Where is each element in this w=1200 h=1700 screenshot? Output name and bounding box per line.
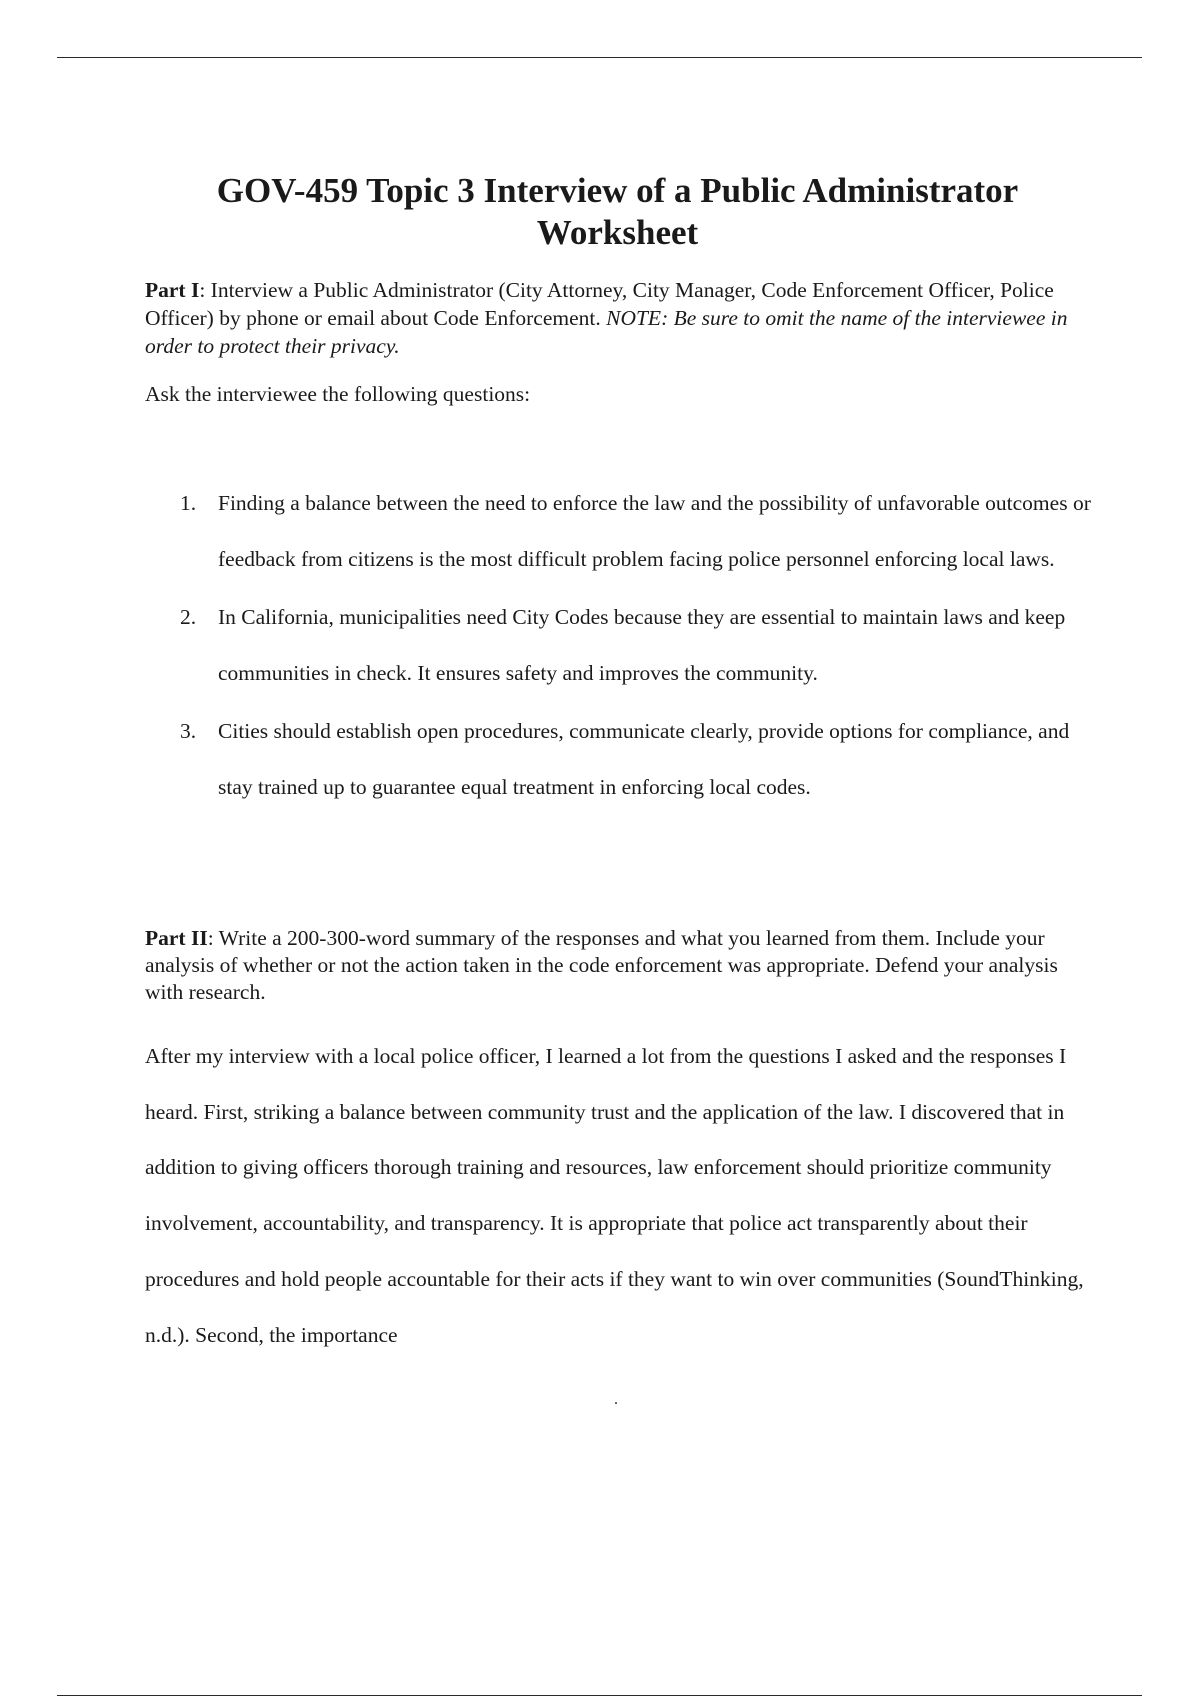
document-title: GOV-459 Topic 3 Interview of a Public Administrator Worksheet	[216, 171, 1019, 252]
questions-list	[145, 476, 1100, 818]
part-2-instructions	[145, 925, 1095, 1006]
essay-paragraph: After my interview with a local police officer, I learned a lot from the questions I asked and the responses I heard. First, striking a balance between community trust and the application of the law. I discovered that in addition to giving officers thorough training and resources, law enforcement should prioritize community involvement, accountability, and transparency. It is appropriate that police act transparently about their procedures and hold people accountable for their acts if they want to win over communities (SoundThinking, n.d.). Second, the importance	[145, 1044, 1084, 1347]
part-1-text: : Interview a Public Administrator (City Attorney, City Manager, Code Enforcement Officer, Police Officer) by phone or email about Code Enforcement.	[145, 278, 1054, 330]
question-item	[145, 590, 1100, 701]
part-2-text: : Write a 200-300-word summary of the responses and what you learned from them. Include your analysis of whether or not the action taken in the code enforcement was appropriate. Defend your analysis with research.	[145, 926, 1058, 1004]
question-item	[145, 704, 1100, 815]
part-1-label: Part I	[145, 278, 200, 302]
question-item	[145, 476, 1100, 587]
question-text: In California, municipalities need City Codes because they are essential to maintain laws and keep communities in check. It ensures safety and improves the community.	[218, 605, 1066, 685]
part-1-instructions	[145, 276, 1095, 360]
top-rule	[57, 57, 1142, 58]
ask-prompt: Ask the interviewee the following questions:	[145, 382, 531, 406]
page-marker: .	[614, 1391, 618, 1408]
privacy-note: NOTE: Be sure to omit the name of the interviewee in order to protect their privacy.	[145, 306, 1068, 358]
part-2-label: Part II	[145, 926, 208, 950]
question-number: 1.	[180, 491, 197, 515]
question-text: Cities should establish open procedures, communicate clearly, provide options for compliance, and stay trained up to guarantee equal treatment in enforcing local codes.	[218, 719, 1070, 799]
question-number: 3.	[180, 719, 197, 743]
bottom-rule	[57, 1695, 1142, 1696]
question-text: Finding a balance between the need to enforce the law and the possibility of unfavorable outcomes or feedback from citizens is the most difficult problem facing police personnel enforcing local laws.	[218, 491, 1091, 571]
question-number: 2.	[180, 605, 197, 629]
